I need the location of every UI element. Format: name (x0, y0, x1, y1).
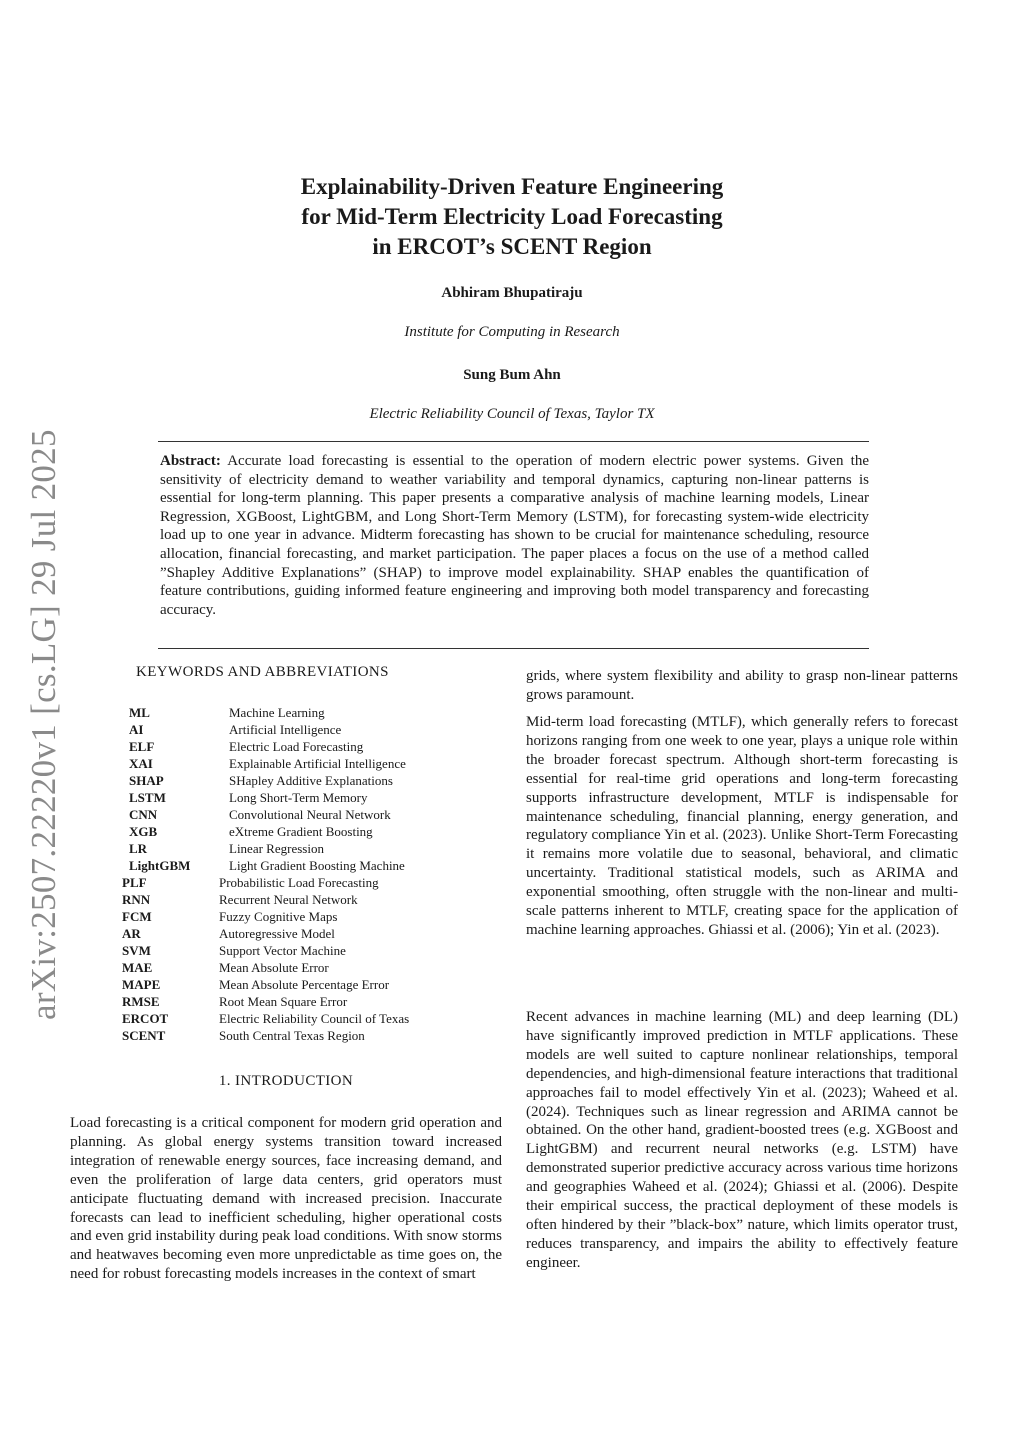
abbreviation-term: ML (129, 705, 150, 720)
abbreviation-term: LightGBM (129, 858, 191, 873)
abstract-top-rule (158, 441, 869, 442)
intro-paragraph: grids, where system flexibility and ability to grasp non-linear patterns grows paramount. (526, 668, 958, 703)
abbreviation-term: FCM (122, 909, 152, 924)
abbreviation-term: RMSE (122, 994, 160, 1009)
abbreviation-definition: Autoregressive Model (219, 926, 335, 941)
abstract (160, 452, 869, 619)
abbreviation-term: XGB (129, 824, 158, 839)
paper-title (0, 172, 1024, 262)
abbreviation-term: XAI (129, 756, 153, 771)
abbreviation-term: CNN (129, 807, 158, 822)
title-line: Explainability-Driven Feature Engineering (300, 174, 724, 199)
title-line: for Mid-Term Electricity Load Forecasting (301, 204, 723, 229)
author-name: Abhiram Bhupatiraju (441, 285, 583, 301)
abbreviation-term: AR (122, 926, 141, 941)
abbreviation-definition: Explainable Artificial Intelligence (229, 756, 406, 771)
abbreviation-definition: Mean Absolute Error (219, 960, 329, 975)
abbreviation-term: ELF (129, 739, 155, 754)
author-name: Sung Bum Ahn (463, 367, 561, 383)
abbreviation-definition: Light Gradient Boosting Machine (229, 858, 405, 873)
abstract-bottom-rule (158, 648, 869, 649)
abbreviation-term: MAE (122, 960, 153, 975)
abbreviation-term: SHAP (129, 773, 164, 788)
abbreviation-definition: Long Short-Term Memory (229, 790, 368, 805)
abbreviation-term: RNN (122, 892, 151, 907)
abbreviation-definition: Linear Regression (229, 841, 324, 856)
abbreviation-term: LSTM (129, 790, 166, 805)
abbreviation-term: MAPE (122, 977, 161, 992)
abbreviation-term: AI (129, 722, 144, 737)
section-heading: 1. INTRODUCTION (218, 1073, 354, 1089)
abbreviation-definition: Artificial Intelligence (229, 722, 342, 737)
abbreviation-term: LR (129, 841, 148, 856)
abbreviation-definition: eXtreme Gradient Boosting (229, 824, 373, 839)
abbreviation-definition: Probabilistic Load Forecasting (219, 875, 379, 890)
abbreviation-definition: Machine Learning (229, 705, 325, 720)
intro-paragraph: Recent advances in machine learning (ML) and deep learning (DL) have significantly improved prediction in MTLF applications. These models are well suited to capture nonlinear relationships, temporal dependencies, and high-dimensional feature interactions that traditional approaches fail to model effectively Yin et al. (2023); Waheed et al. (2024). Techniques such as linear regression and ARIMA cannot be obtained. On the other hand, gradient-boosted trees (e.g. XGBoost and LightGBM) and recurrent neural networks (e.g. LSTM) have demonstrated superior predictive accuracy across various time horizons and geographies Waheed et al. (2024); Ghiassi et al. (2006). Despite their empirical success, the practical deployment of these models is often hindered by their ”black-box” nature, which limits operator trust, reduces transparency, and impairs the ability to effectively feature engineer. (526, 1009, 958, 1271)
intro-paragraph: Mid-term load forecasting (MTLF), which generally refers to forecast horizons ranging from one week to one year, plays a unique role within the broader forecast spectrum. Although short-term forecasting is essential for real-time grid operations and long-term forecasting supports infrastructure development, MTLF is indispensable for maintenance scheduling, financial planning, energy generation, and regulatory compliance Yin et al. (2023). Unlike Short-Term Forecasting it remains more volatile due to seasonal, behavioral, and climatic uncertainty. Traditional statistical models, such as ARIMA and exponential smoothing, often struggle with the non-linear and multi-scale patterns inherent to MTLF, creating space for the application of machine learning approaches. Ghiassi et al. (2006); Yin et al. (2023). (526, 714, 958, 938)
abstract-text: Accurate load forecasting is essential to the operation of modern electric power systems. Given the sensitivity of electricity demand to weather variability and temporal dynamics, capturing non-linear patterns is essential for long-term planning. This paper presents a comparative analysis of machine learning models, Linear Regression, XGBoost, LightGBM, and Long Short-Term Memory (LSTM), for forecasting system-wide electricity load up to one year in advance. Midterm forecasting has shown to be crucial for maintenance scheduling, resource allocation, financial forecasting, and market participation. The paper places a focus on the use of a method called ”Shapley Additive Explanations” (SHAP) to improve model explainability. SHAP enables the quantification of feature contributions, guiding informed feature engineering and improving both model transparency and forecasting accuracy. (160, 453, 869, 618)
abbreviation-definition: Root Mean Square Error (219, 994, 348, 1009)
abbreviation-definition: Support Vector Machine (219, 943, 346, 958)
abbreviation-term: SVM (122, 943, 151, 958)
abstract-label: Abstract: (160, 453, 221, 469)
abbreviation-definition: Electric Load Forecasting (229, 739, 364, 754)
abbreviation-term: SCENT (122, 1028, 166, 1043)
abbreviation-definition: South Central Texas Region (219, 1028, 365, 1043)
keywords-heading: KEYWORDS AND ABBREVIATIONS (136, 664, 389, 680)
abbreviation-definition: SHapley Additive Explanations (229, 773, 393, 788)
abbreviation-term: PLF (122, 875, 147, 890)
abbreviation-definition: Fuzzy Cognitive Maps (219, 909, 338, 924)
title-line: in ERCOT’s SCENT Region (372, 234, 652, 259)
arxiv-identifier: arXiv:2507.22220v1 [cs.LG] 29 Jul 2025 (24, 429, 63, 1020)
author-affiliation: Institute for Computing in Research (404, 324, 620, 340)
abbreviation-definition: Recurrent Neural Network (219, 892, 358, 907)
abbreviation-definition: Electric Reliability Council of Texas (219, 1011, 410, 1026)
author-affiliation: Electric Reliability Council of Texas, Taylor TX (369, 406, 655, 422)
intro-paragraph: Load forecasting is a critical component for modern grid operation and planning. As global energy systems transition toward increased integration of renewable energy sources, face increasing demand, and even the proliferation of large data centers, grid operators must anticipate fluctuating demand with increased precision. Inaccurate forecasts can lead to inefficient scheduling, higher operational costs and even grid instability during peak load conditions. With snow storms and heatwaves becoming even more unpredictable as time goes on, the need for robust forecasting models increases in the context of smart (70, 1115, 502, 1283)
abbreviation-definition: Convolutional Neural Network (229, 807, 391, 822)
abbreviation-term: ERCOT (122, 1011, 169, 1026)
abbreviation-definition: Mean Absolute Percentage Error (219, 977, 390, 992)
